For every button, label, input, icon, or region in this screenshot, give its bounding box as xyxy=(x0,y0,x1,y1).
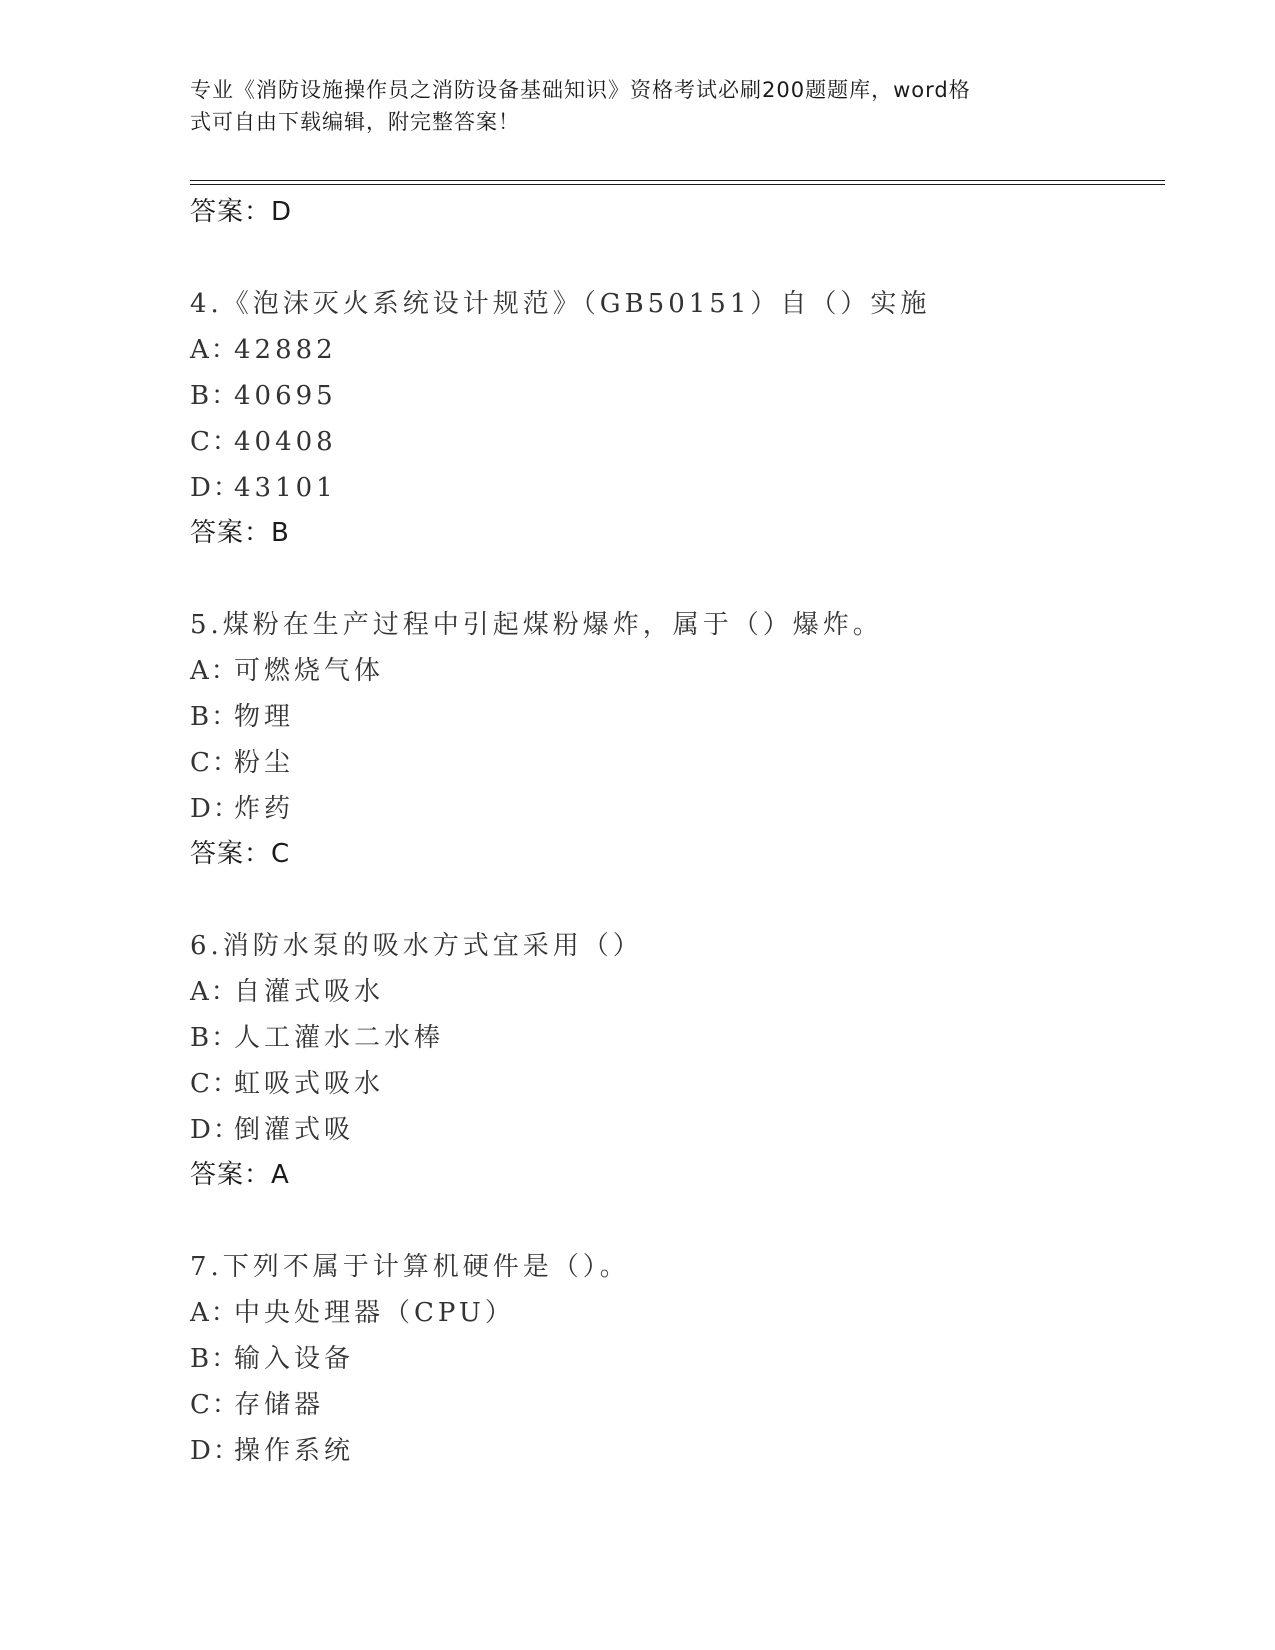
option-letter: C： xyxy=(190,748,240,778)
option-letter: B： xyxy=(190,1344,240,1374)
option-b xyxy=(190,1336,1165,1382)
option-text: 40695 xyxy=(234,381,337,411)
option-text: 输入设备 xyxy=(234,1344,355,1374)
option-a xyxy=(190,1290,1165,1336)
option-letter: C： xyxy=(190,1390,240,1420)
option-text: 43101 xyxy=(234,473,337,503)
option-b xyxy=(190,694,1165,740)
option-c xyxy=(190,419,1165,465)
option-letter: A： xyxy=(190,977,239,1007)
question-6 xyxy=(190,923,1165,1197)
option-text: 存储器 xyxy=(234,1390,325,1420)
option-letter: B： xyxy=(190,381,240,411)
question-text: 5.煤粉在生产过程中引起煤粉爆炸，属于（）爆炸。 xyxy=(190,610,883,640)
option-c xyxy=(190,740,1165,786)
option-d xyxy=(190,1107,1165,1153)
question-text: 6.消防水泵的吸水方式宜采用（） xyxy=(190,931,643,961)
question-text: 4.《泡沫灭火系统设计规范》（GB50151）自（）实施 xyxy=(190,289,931,319)
answer-line: 答案：C xyxy=(190,839,291,869)
option-text: 炸药 xyxy=(234,794,295,824)
option-a xyxy=(190,969,1165,1015)
option-text: 40408 xyxy=(234,427,337,457)
option-text: 操作系统 xyxy=(234,1436,355,1466)
option-text: 物理 xyxy=(234,702,295,732)
option-letter: A： xyxy=(190,335,239,365)
option-letter: B： xyxy=(190,1023,240,1053)
option-text: 可燃烧气体 xyxy=(234,656,385,686)
option-text: 自灌式吸水 xyxy=(234,977,385,1007)
option-text: 中央处理器（CPU） xyxy=(234,1298,515,1328)
answer-line: 答案：B xyxy=(190,518,290,548)
option-letter: D： xyxy=(190,794,241,824)
option-d xyxy=(190,786,1165,832)
option-letter: B： xyxy=(190,702,240,732)
question-5 xyxy=(190,602,1165,876)
option-text: 粉尘 xyxy=(234,748,295,778)
header-line-1: 专业《消防设施操作员之消防设备基础知识》资格考试必刷200题题库，word格 xyxy=(190,78,971,102)
previous-answer: 答案：D xyxy=(190,197,293,227)
option-letter: C： xyxy=(190,1069,240,1099)
option-letter: D： xyxy=(190,1436,241,1466)
header-line-2: 式可自由下载编辑，附完整答案！ xyxy=(190,110,520,134)
document-header xyxy=(190,74,1080,138)
option-d xyxy=(190,465,1165,511)
option-letter: D： xyxy=(190,473,241,503)
question-list xyxy=(190,190,1165,1474)
option-d xyxy=(190,1428,1165,1474)
header-divider-top xyxy=(190,180,1165,181)
question-4 xyxy=(190,281,1165,555)
answer-line: 答案：A xyxy=(190,1160,290,1190)
option-c xyxy=(190,1061,1165,1107)
question-7 xyxy=(190,1244,1165,1474)
option-text: 倒灌式吸 xyxy=(234,1115,355,1145)
option-text: 42882 xyxy=(234,335,337,365)
option-b xyxy=(190,373,1165,419)
option-letter: A： xyxy=(190,656,239,686)
option-letter: C： xyxy=(190,427,240,457)
option-c xyxy=(190,1382,1165,1428)
question-text: 7.下列不属于计算机硬件是（）。 xyxy=(190,1252,630,1282)
option-text: 人工灌水二水棒 xyxy=(234,1023,445,1053)
option-letter: A： xyxy=(190,1298,239,1328)
header-divider-bottom xyxy=(190,184,1165,185)
option-letter: D： xyxy=(190,1115,241,1145)
option-text: 虹吸式吸水 xyxy=(234,1069,385,1099)
option-a xyxy=(190,648,1165,694)
option-b xyxy=(190,1015,1165,1061)
option-a xyxy=(190,327,1165,373)
